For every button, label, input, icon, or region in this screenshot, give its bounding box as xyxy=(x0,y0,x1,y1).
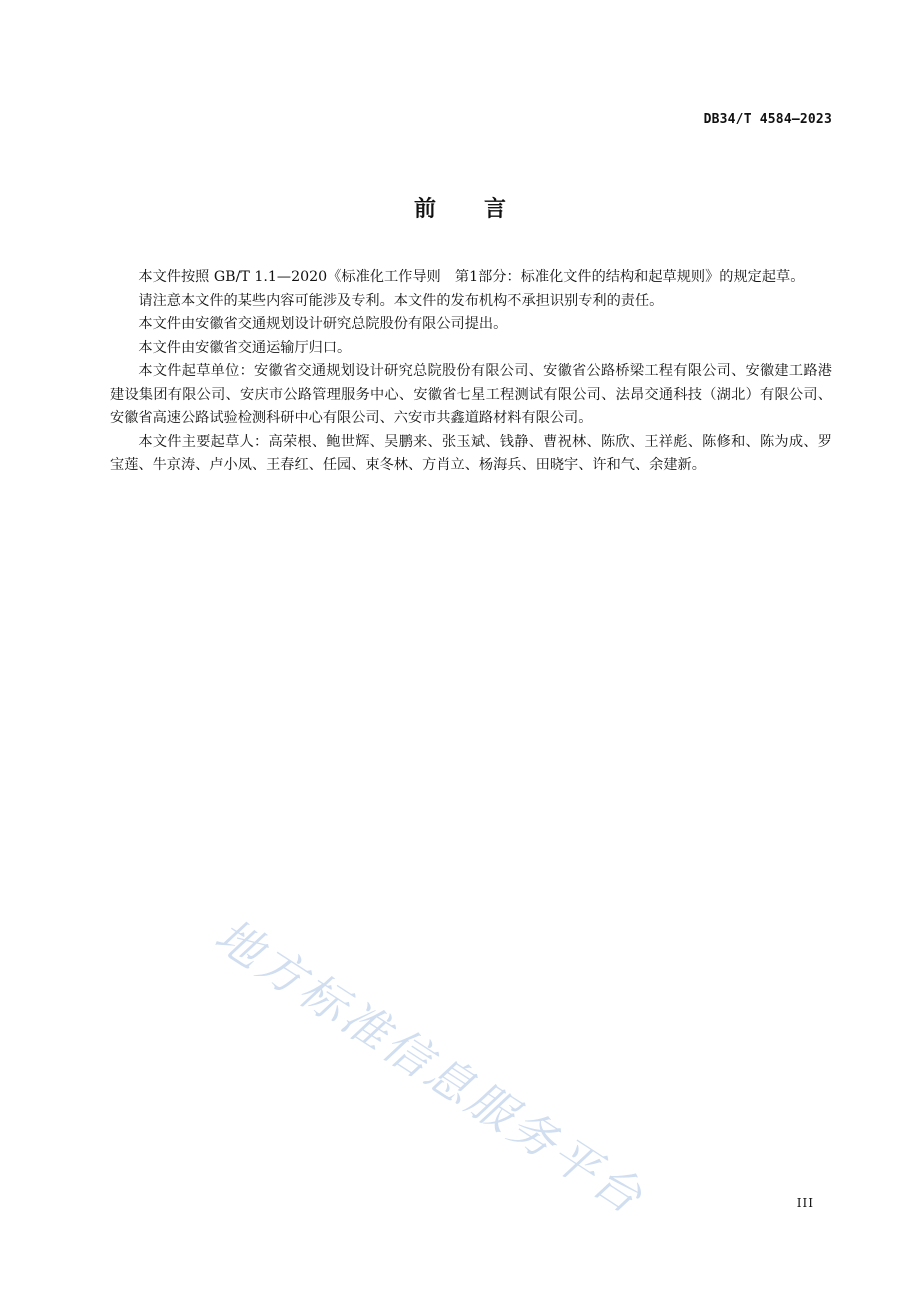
paragraph-proposer: 本文件由安徽省交通规划设计研究总院股份有限公司提出。 xyxy=(138,316,508,332)
foreword-body xyxy=(110,266,832,478)
paragraph-drafters: 本文件主要起草人：高荣根、鲍世辉、吴鹏来、张玉斌、钱静、曹祝林、陈欣、王祥彪、陈修和、陈为成、罗宝莲、牛京涛、卢小凤、王春红、任园、束冬林、方肖立、杨海兵、田晓宇、许和气、余建新。 xyxy=(110,433,832,473)
paragraph-drafting-units: 本文件起草单位：安徽省交通规划设计研究总院股份有限公司、安徽省公路桥梁工程有限公司、安徽建工路港建设集团有限公司、安庆市公路管理服务中心、安徽省七星工程测试有限公司、法昂交通科技（湖北）有限公司、安徽省高速公路试验检测科研中心有限公司、六安市共鑫道路材料有限公司。 xyxy=(110,363,832,426)
page-number: III xyxy=(796,1196,814,1210)
paragraph-drafting-rules: 本文件按照 GB/T 1.1—2020《标准化工作导则 第1部分：标准化文件的结构和起草规则》的规定起草。 xyxy=(138,269,805,285)
watermark: 地方标准信息服务平台 xyxy=(205,907,655,1226)
paragraph-patent-notice: 请注意本文件的某些内容可能涉及专利。本文件的发布机构不承担识别专利的责任。 xyxy=(138,292,664,309)
paragraph-administrator: 本文件由安徽省交通运输厅归口。 xyxy=(138,339,352,356)
document-code: DB34/T 4584—2023 xyxy=(703,112,832,127)
page-title: 前言 xyxy=(413,197,554,222)
